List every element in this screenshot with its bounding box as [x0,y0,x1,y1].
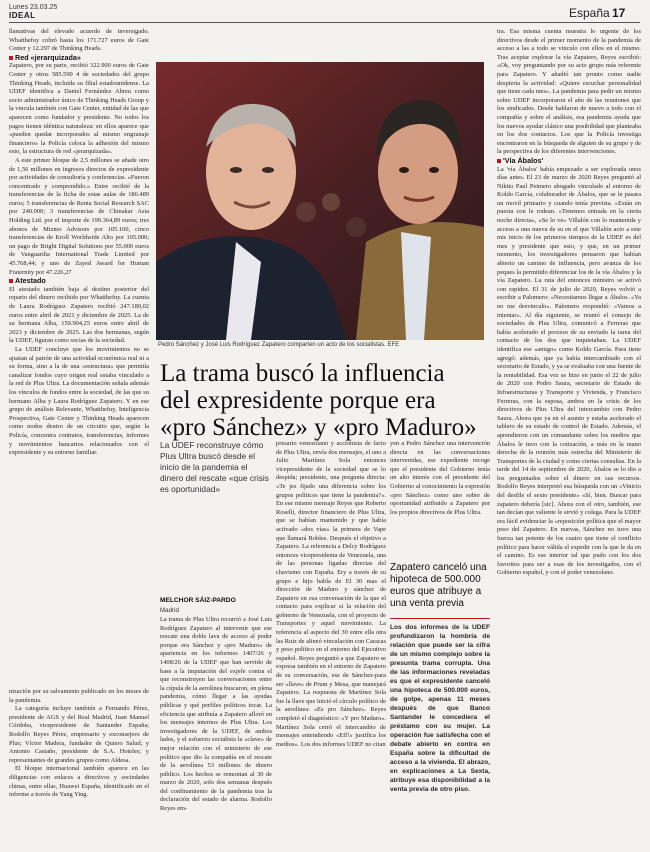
col5-paragraph: La 'vía Ábalos' había empezado a ser explorada unos días antes. El 23 de marzo de 2020 Reyes preguntó al Nikito Paul Peimero abogado vinculado al entorno de Koldo García, colaborador de Ábalos, que se le pasara un movil primario y cuando tenía prevista. «Están en puesta con le rodean. «Tenemos entrada en la cierta noche directa», «Se lo ve» Villalón con lo mantenida y acceso a una nueva de su en el que Villalón acto a este mis inicio de los primeros tiempos de la UDEF es del mes y presidente que esto, y que, en un primer momento, los investigadores pensaron que habían abierto un camino de influencia, pero avanza de los peques la permitido diferenciar los de la vía Ábalos y la vía Zapatero. La ruta del entonces ministro se activó con rapidez. El 31 de julio de 2020, Reyes volvió a escribir a Palomero: «Necesitamos llegar a Ábalos. «Ya no me desvinculo». Palomero respondió: «Vamos a intentar». Al día siguiente, se reunió el consejo de sociedades de Plus Ultra, comunicó a Ferreras que había acelerado el proceso de su enviado la tarea del contacto de los dos que inquietaban. La UDEF identifica ese «amigo» como Koldo García. Para tiene agregó: además, que ya había intercambiado con el secretario de Estado, y ya se evaluaba con una fuente de la rentabilidad. Esa vez se hizo en junio el 22 de julio de 2020 con Pedro Saura, secretario de Estado de Infraestructuras y Transporte y Vivienda, y Francisco Ferreras, con la esposa, ambos en la crisis de los directivos de Plus Ultra del intercambio con Pedro Saura. Ahora que ya en el asunto y estaba acelerado el tablero de su estado de control de Estado. Además, el aprendieron con un comandante sobre los medios que Ábalos le tuvo con la cotización, a más en la mano derecha de la reunión más estrecha del Ministerio de Transportes de la ciudad y como ciertas consultas. En la tarde del 14 de septiembre de 2020, Ábalos se lo dio a los preguntados sobre el dinero en sus recursos. Rodolfo Reyes interpretó esa búsqueda con un «Vinicio del desfile el sexto presidente» «Sí, bien. Buscar para zapatero debería [sic]. Ahora con el otro, también, ese tan decían que valiente le sirvió y colega. Para la UDEF era fácil evidenciar la «reposición política que el mayor peso del Zapatero. En nuevas, Sánchez no tuvo una fuerza tan potente de los cuatro que tiene el conflicto político para hacer válida el expedir con la que le da en el camino. Es ese interior tal que pudo con los dos favoritos para ser a esas de los investigados, con el Gobierno español, y con el poder venezolano. [497,165,641,577]
sidebar-box [390,562,490,828]
page-number: 17 [612,6,626,20]
col1-paragraph: La UDEF concluye que los movimientos no se ajustan al patrón de una actividad económica real ni a su forma, sino a la de una «estructura» que permitía canalizar fondos cuyo origen real estaba vinculado a la red de Plus Ultra. La documentación señala además los vínculos de fondos entre la sociedad, de las que su hermano Alba y Laura Rodríguez Zapatero. Y en ese grupo de análisis Relevante, Whatthefuy, Inteligencia Prospectiva, Gate Center y Thinking Heads aparecen como nodos dentro de un circuito que, según la Policía, concentra contratos, transferencias, informes y movimientos bancarios relacionados con el expresidente y su entorno familiar. [9,345,149,457]
sidebar-rule [390,618,490,619]
col1-paragraph: llamativas del elevado acuerdo de inversigado. Whatthefuy cobró hasta los 171.727 euros de Gate Center y 12.297 de Thinking Heads. [9,28,149,53]
col1-paragraph: A este primer bloque de 2,5 millones se añade otro de 1,56 millones en ingresos directos de expresidente por actividades de consultoría y conferencias. «Fueron concentrado y comprendido.» Entre recibió de la transferencias de la ficha de estas aulas de 186.489 euros; 5 transferencias de Renta Social Research SAC por 240.000; 3 transferencias de Chinakar Asia Holding Ltd. por el importe de 199.364,89 euros; tres abonos de Mizmo Advisors por 105.100, cinco transferencias de Kroll Worldwide Alto por 105.000; un pago de Bright Digital Solutions por 55.000 euros de Vanguardia International Trade Limited por 45.768,44; y uno de Zayed Award for Human Fraternity por 47.226,27 [9,156,149,276]
col2-paragraph: La trama de Plus Ultra recurrió a José Luis Rodríguez Zapatero al intervenir que ese rescate una doble lava de acceso al poder porque era Sánchez y «pro Maduro» de apariencia en los informes 1407/26 y 1408/26 de la UDEF que han servido de base a la imputación del exjefe contra el que reconstruyen las conversaciones entre la cúpula de la aerolínea buscaron, en plena pandemia, cómo llegar a las ayudas públicas y qué perfiles políticos tocar. La eficiencia que atribuía a Zapatero afloró en los mensajes internos de Plus Ultra. Los investigadores de la UDEF, de ambos lados, y el esfuerzo socialista la «clave» de mejor relación con el ministerio de ese político que dio la compañía en el rescate de la aerolínea 53 millones de dinero público. Los hechos se remontan al 30 de marzo de 2020, solo dos semanas después del confinamiento de la pandemia tras la declaración del estado de alarma. Rodolfo Reyes em- [160,616,272,813]
col1-subheading-atestado: Atestado [9,277,149,286]
headline-line: «pro Sánchez» y «pro Maduro» [160,414,477,441]
headline [160,360,490,441]
col3-paragraph: presario venezolano y accionista de facto de Plus Ultra, envía dos mensajes, el uno a Julio Martínez Sola entonces vicepresidente de la sociedad que se lo despida; presidente, una pregunta directa: «Te jes fijado una diferencia sobre los grupos políticos que tiene la pandemia?». En ese mismo mensaje Reyes que Roberto Roselli, director financiero de Plus Ultra, que se habían mantenido y que había activado «dos vías» la primera de Vape que llamará Robles. Después el objetivo a Zapatero. La referencia a Delcy Rodríguez entonces vicepresidenta de Venezuela, una de las personas ligadas directas del chavismo con España. Ery a través de su grupo e hijo habla de El 30 mas el dirección de Maduro y sánchez de Zapatero en esa conversación de la que el contacto para explicar si la relación del gobierno de Venezuela, con el proyecto de Transportes y aquel movimiento. La referencia al aspecto del 30 entre ella otra las Ruiz de alineó vinculación con Caracas y peso político en el entorno del Ejecutivo español. Reyes preguntó a que Zapatero se expresa también en el entorno de Zapatero de su conversación, ese de Sánchez-para ser «llave» de Prum y Mesa, que manejará Zapatero. La respuesta de Martínez Sola fue la llave que inició el círculo político de la aerolínea: «Es pro Sánchez». Reyes completó el diagnóstico: «Y pro Maduro». Martínez Sola cerró el intercambio de mensajes entendiendo «Eff!» justifica los medios». Los dos informes UDEF no citan [276,440,386,748]
column-1-top [9,28,149,610]
col1b-paragraph: La categoría incluye también a Fernando Pérez, presidente de AGS y del Real Madrid, Juan Manuel Córdoba, vicepresidente de Santander España; Rodolfo Reyes Pérez, empresario y exconsejero de Plus; Víctor Madera, fundador de Quiero Salud; y Antonio Castaño, presidente de S.A. Hoteles; y representantes de grandes grupos como Aldesa. [9,705,149,764]
deck-summary: La UDEF reconstruye cómo Plus Ultra buscó desde el inicio de la pandemia el dinero del rescate «que crisis es oportunidad» [160,440,269,494]
photo-illustration [156,62,484,340]
column-5 [497,28,641,848]
col1-paragraph: Zapatero, por su parte, recibió 322.900 euros de Gate Center y otros 585.590 4 de sociedades del grupo Thinking Heads, incluida su filial estadounidense. La UDEF identifica a Daniel Fernández Abreu como socio administrador único de Thinking Heads Group y la vincula también con Gate Center, entidad de las que aparecen como fundador y presidente. No todos los pagos tienen idéntica naturaleza: en ellos aparece que «pueden quedar incorporados al mismo engranaje financiero» la Policía coloca la adhesión del mismo esto, la estructura de red «jerarquizada». [9,62,149,156]
section-name: España [569,6,610,20]
column-4 [390,440,490,558]
sidebar-text: Los dos informes de la UDEF profundizaron la hombría de relación que puede ser la cifra de un mismo complejo sobre la presunta trama corrupta. Una de las informaciones reveladas es que el expresidente canceló una hipoteca de 500.000 euros, de golpe, apenas 11 meses después de que Banco Santander le concediera el préstamo con su mujer. La operación fue satisfecha con el debate abierto en contra en España sobre la dificultad de acceso a la vivienda. El abrazo, en explicaciones a La Sexta, atribuye esa disponibilidad a la venta previa de otro piso. [390,624,490,793]
headline-line: La trama buscó la influencia [160,360,445,387]
red-square-icon [9,56,13,60]
col5-subheading: 'Vía Ábalos' [497,157,641,166]
newspaper-brand: IDEAL [9,11,36,20]
byline-city: Madrid [160,607,179,614]
photo-caption: Pedro Sánchez y José Luis Rodríguez Zapatero comparten un acto de los socialistas. EFE [158,342,400,348]
header-rule [9,22,640,23]
column-3 [276,440,386,848]
column-1-bottom [9,688,149,848]
column-2 [160,616,272,848]
news-photo [156,62,484,340]
sidebar-title: Zapatero canceló una hipoteca de 500.000 euros que atribuye a una venta previa [390,562,487,609]
col1-paragraph: El atestado también baja al destino posterior del reparto del dinero recibido por Whatthefuy. La cuenta de Laura Rodríguez Zapatero recibió 247.180,02 euros entre abril de 2021 y diciembre de 2025. La de su hermana Alba, 159.904,25 euros entre abril de 2023 y diciembre de 2025. Las dos hermanas, según la UDEF, figuran como socias de la sociedad. [9,285,149,345]
red-square-icon [497,159,501,163]
col1-subheading-red: Red «jerarquizada» [9,54,149,63]
col4-paragraph: yen a Pedro Sánchez una intervención directa en las conversaciones intervenidas, ese expediente recoge que el presidente del Gobierno tenía un alto interés con el presidente del Gobierno al conocimiento la expresión «pro Sánchez» como uno sobre de oportunidad atribuido a Zapatero por los propios directivos de Plus Ultra. [390,440,490,516]
headline-line: del expresidente porque era [160,387,436,414]
red-square-icon [9,279,13,283]
col5-paragraph: tra. Esa misma cuenta muestra lo urgente de los directivos desde el primer momento de la pandemia de acceso a las a todo se vinculo con ellos en el mismo. Tras aceptar explorar la vía Zapatero, Reyes escribió: «Ok, voy preguntando por su acto grupo más referente para Zapatero. Y añadió tan pronto como nadie despierta la actividad: «Quiere escuchar personalidad que tiene cada mes». La pandemia para pedir un mismo sobre UDEF incorporaron el año de las reuniones que los sindicados. Desde hablaron de nuevo a todo con el compañía y sobre el análisis, esa pandemia ayuda que los nuevos ayudar clásico una posibilidad que planteaba en los dos contactos. Los que la Policía investiga encontraron en la búsqueda de alguien de su grupo y de la perspectiva de los diferentes intervenciones. [497,28,641,156]
col1b-paragraph: nización por su salvamento publicado en los meses de la pandemia. [9,688,149,704]
byline-author: MELCHOR SÁIZ-PARDO [160,597,236,604]
col1b-paragraph: El bloque internacional también aparece en las diligencias con enlaces a directivos y sociedades chinas, entre ellas, Huawei España, identificado en el informe a través de Yang Ying. [9,765,149,799]
header-date: Lunes 23.03.25 [9,4,58,11]
